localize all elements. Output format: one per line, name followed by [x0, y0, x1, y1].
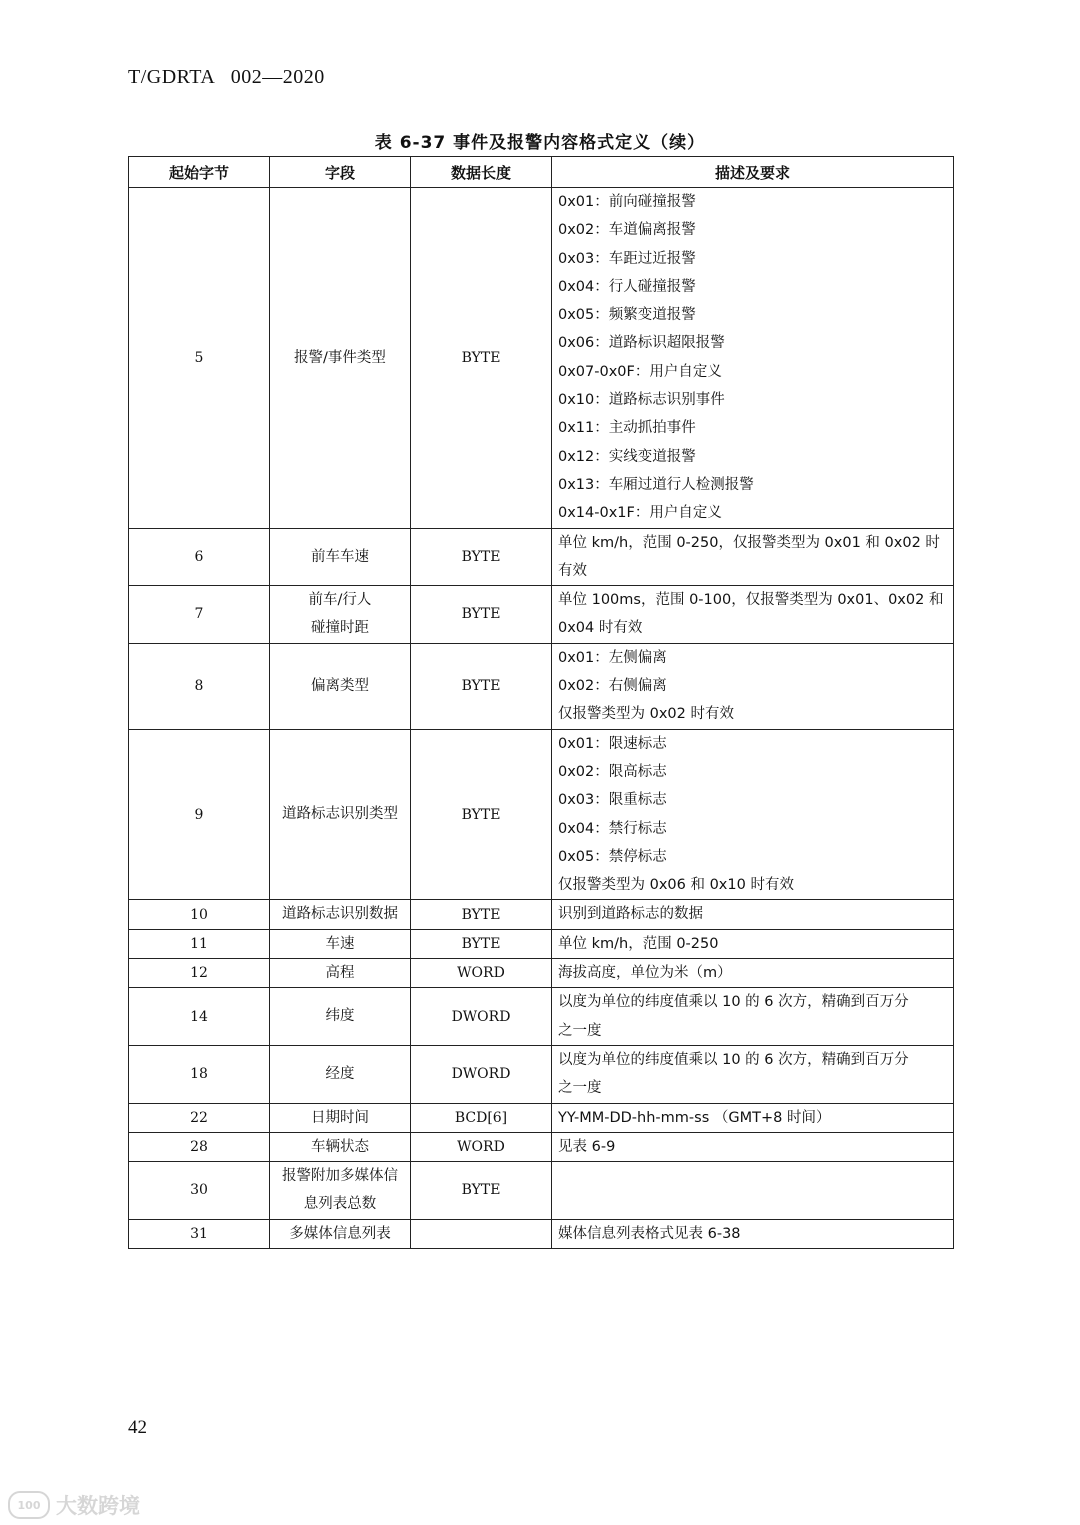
table-row [129, 729, 954, 900]
description-line: 0x04 时有效 [558, 620, 643, 637]
cell-length [411, 1219, 552, 1248]
cell-start-byte: 18 [129, 1045, 270, 1103]
field-line: 多媒体信息列表 [289, 1225, 391, 1242]
watermark-text: 大数跨境 [56, 1494, 140, 1518]
description-line: 仅报警类型为 0x06 和 0x10 时有效 [558, 877, 794, 894]
description-line: 0x14-0x1F：用户自定义 [558, 505, 722, 522]
description-line: 单位 km/h，范围 0-250 [558, 935, 719, 952]
cell-field [270, 1045, 411, 1103]
cell-description [552, 1219, 954, 1248]
table-row [129, 959, 954, 988]
cell-length: BYTE [411, 1162, 552, 1220]
cell-field [270, 1219, 411, 1248]
cell-field [270, 1132, 411, 1161]
field-line: 报警/事件类型 [294, 349, 386, 366]
description-line: 之一度 [558, 1022, 602, 1039]
field-line: 偏离类型 [311, 678, 369, 695]
document-id: T/GDRTA 002—2020 [128, 66, 325, 88]
cell-length: WORD [411, 1132, 552, 1161]
description-line: 0x02：车道偏离报警 [558, 222, 696, 239]
field-line: 息列表总数 [303, 1196, 377, 1213]
field-line: 碰撞时距 [311, 620, 369, 637]
table-row [129, 1103, 954, 1132]
cell-start-byte: 9 [129, 729, 270, 900]
field-line: 高程 [325, 965, 355, 982]
description-line: 之一度 [558, 1080, 602, 1097]
cell-description [552, 988, 954, 1046]
cell-start-byte: 28 [129, 1132, 270, 1161]
cell-start-byte: 30 [129, 1162, 270, 1220]
cell-description [552, 900, 954, 929]
field-line: 车速 [325, 935, 355, 952]
cell-length: BYTE [411, 729, 552, 900]
description-line [558, 1162, 947, 1190]
cell-length: BCD[6] [411, 1103, 552, 1132]
cell-field [270, 900, 411, 929]
description-line: 海拔高度，单位为米（m） [558, 965, 732, 982]
table-row [129, 988, 954, 1046]
description-line: 0x01：限速标志 [558, 735, 667, 752]
description-line: 单位 100ms，范围 0-100，仅报警类型为 0x01、0x02 和 [558, 592, 944, 609]
field-line: 道路标志识别类型 [282, 806, 398, 823]
cell-start-byte: 7 [129, 586, 270, 644]
column-header-description: 描述及要求 [552, 157, 954, 188]
column-header-start-byte: 起始字节 [129, 157, 270, 188]
cell-description [552, 528, 954, 586]
table-row [129, 929, 954, 958]
column-header-length: 数据长度 [411, 157, 552, 188]
description-line: 以度为单位的纬度值乘以 10 的 6 次方，精确到百万分 [558, 994, 909, 1011]
field-line: 报警附加多媒体信 [282, 1168, 398, 1185]
description-line: 单位 km/h，范围 0-250，仅报警类型为 0x01 和 0x02 时 [558, 534, 940, 551]
spec-table [128, 156, 954, 1249]
cell-length: DWORD [411, 1045, 552, 1103]
description-line: 0x01：左侧偏离 [558, 649, 667, 666]
column-header-field: 字段 [270, 157, 411, 188]
cell-description [552, 1162, 954, 1220]
cell-start-byte: 10 [129, 900, 270, 929]
table-row [129, 1162, 954, 1220]
field-line: 经度 [325, 1066, 355, 1083]
description-line: 0x01：前向碰撞报警 [558, 194, 696, 210]
cell-field [270, 988, 411, 1046]
table-title: 表 6-37 事件及报警内容格式定义（续） [374, 133, 706, 153]
field-line: 纬度 [325, 1008, 355, 1025]
cell-start-byte: 6 [129, 528, 270, 586]
cell-field [270, 729, 411, 900]
cell-field [270, 643, 411, 729]
field-line: 日期时间 [311, 1109, 369, 1126]
cell-field [270, 1162, 411, 1220]
description-line: 0x13：车厢过道行人检测报警 [558, 476, 754, 493]
cell-description [552, 929, 954, 958]
description-line: 仅报警类型为 0x02 时有效 [558, 706, 734, 723]
description-line: 以度为单位的纬度值乘以 10 的 6 次方，精确到百万分 [558, 1051, 909, 1068]
description-line: 0x04：禁行标志 [558, 820, 667, 837]
field-line: 前车车速 [311, 548, 369, 565]
cell-description [552, 729, 954, 900]
cell-length: BYTE [411, 929, 552, 958]
table-row [129, 1219, 954, 1248]
field-line: 车辆状态 [311, 1138, 369, 1155]
description-line: 0x06：道路标识超限报警 [558, 335, 725, 352]
cell-field [270, 1103, 411, 1132]
cell-start-byte: 5 [129, 188, 270, 529]
cell-start-byte: 12 [129, 959, 270, 988]
cell-description [552, 1045, 954, 1103]
cell-field [270, 586, 411, 644]
cell-length: DWORD [411, 988, 552, 1046]
field-line: 道路标志识别数据 [282, 906, 398, 923]
description-line: 0x07-0x0F：用户自定义 [558, 363, 722, 380]
description-line: 有效 [558, 562, 587, 579]
cell-start-byte: 31 [129, 1219, 270, 1248]
cell-field [270, 188, 411, 529]
description-line: 见表 6-9 [558, 1138, 616, 1155]
cell-length: BYTE [411, 188, 552, 529]
table-row [129, 586, 954, 644]
table-row [129, 528, 954, 586]
description-line: 0x02：右侧偏离 [558, 678, 667, 695]
cell-description [552, 188, 954, 529]
cell-description [552, 643, 954, 729]
cell-start-byte: 22 [129, 1103, 270, 1132]
cell-length: BYTE [411, 586, 552, 644]
cell-description [552, 959, 954, 988]
cell-length: BYTE [411, 528, 552, 586]
table-row [129, 188, 954, 529]
table-header-row [129, 157, 954, 188]
description-line: 0x04：行人碰撞报警 [558, 278, 696, 295]
cell-length: WORD [411, 959, 552, 988]
description-line: 0x05：禁停标志 [558, 848, 667, 865]
cell-start-byte: 14 [129, 988, 270, 1046]
description-line: 识别到道路标志的数据 [558, 906, 703, 923]
table-row [129, 643, 954, 729]
description-line: YY-MM-DD-hh-mm-ss （GMT+8 时间） [558, 1109, 831, 1126]
cell-start-byte: 8 [129, 643, 270, 729]
cell-length: BYTE [411, 900, 552, 929]
cell-start-byte: 11 [129, 929, 270, 958]
description-line: 0x03：车距过近报警 [558, 250, 696, 267]
table-row [129, 900, 954, 929]
description-line: 媒体信息列表格式见表 6-38 [558, 1225, 741, 1242]
cell-field [270, 528, 411, 586]
page-number: 42 [128, 1417, 147, 1438]
table-row [129, 1132, 954, 1161]
cell-description [552, 586, 954, 644]
description-line: 0x05：频繁变道报警 [558, 307, 696, 324]
cell-description [552, 1103, 954, 1132]
description-line: 0x11：主动抓拍事件 [558, 420, 696, 437]
watermark [8, 1490, 140, 1520]
cell-description [552, 1132, 954, 1161]
description-line: 0x03：限重标志 [558, 792, 667, 809]
description-line: 0x10：道路标志识别事件 [558, 392, 725, 409]
watermark-logo-icon: 100 [8, 1491, 50, 1519]
description-line [558, 1190, 947, 1218]
cell-field [270, 959, 411, 988]
description-line: 0x12：实线变道报警 [558, 448, 696, 465]
table-row [129, 1045, 954, 1103]
description-line: 0x02：限高标志 [558, 763, 667, 780]
field-line: 前车/行人 [308, 592, 372, 609]
cell-field [270, 929, 411, 958]
cell-length: BYTE [411, 643, 552, 729]
